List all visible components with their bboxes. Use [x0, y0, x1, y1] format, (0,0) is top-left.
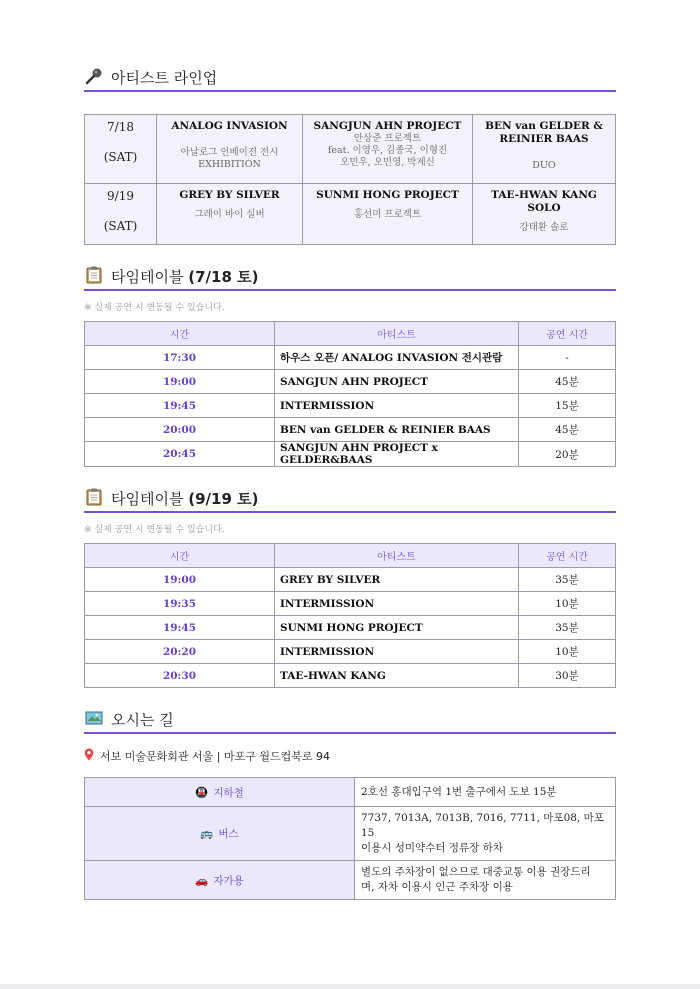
table-row: [85, 778, 616, 807]
directions-table: [84, 777, 616, 900]
table-row: [85, 370, 616, 394]
timetable-title-date: (7/18 토): [188, 267, 259, 286]
bus-icon: 🚌: [200, 828, 214, 840]
table-row: [85, 640, 616, 664]
artist-cell: GREY BY SILVER: [275, 568, 519, 592]
lineup-date-cell: [85, 184, 157, 245]
column-header-duration: 공연 시간: [519, 544, 616, 568]
timetable-note: ※ 실제 공연 시 변동될 수 있습니다.: [84, 525, 225, 535]
transport-desc: 별도의 주차장이 없으므로 대중교통 이용 권장드리: [361, 866, 591, 878]
transport-label: 지하철: [213, 786, 244, 799]
act-name: ANALOG INVASION: [171, 120, 288, 132]
time-cell: 20:20: [85, 640, 275, 664]
duration-cell: 35분: [519, 616, 616, 640]
transport-label-cell: [85, 807, 355, 861]
lineup-act-cell: [157, 115, 303, 184]
artist-cell: SANGJUN AHN PROJECT: [275, 370, 519, 394]
clipboard-icon: [85, 266, 105, 287]
duration-cell: 15분: [519, 394, 616, 418]
time-cell: 20:45: [85, 442, 275, 467]
document-page: [84, 0, 616, 900]
timetable-title-date: (9/19 토): [188, 489, 259, 508]
lineup-act-cell: [157, 184, 303, 245]
act-name: SUNMI HONG PROJECT: [316, 189, 459, 201]
duration-cell: 30분: [519, 664, 616, 688]
time-cell: 19:45: [85, 394, 275, 418]
transport-desc-cell: [355, 807, 616, 861]
time-cell: 17:30: [85, 346, 275, 370]
lineup-row: [85, 115, 616, 184]
location-pin-icon: [84, 748, 94, 764]
act-subtitle: DUO: [532, 160, 556, 171]
table-row: [85, 592, 616, 616]
transport-desc: 며, 자차 이용시 인근 주차장 이용: [361, 881, 513, 893]
artist-cell: 하우스 오픈/ ANALOG INVASION 전시관람: [275, 346, 519, 370]
artist-cell: SUNMI HONG PROJECT: [275, 616, 519, 640]
duration-cell: 35분: [519, 568, 616, 592]
duration-cell: -: [519, 346, 616, 370]
lineup-act-cell: [473, 184, 616, 245]
table-row: [85, 418, 616, 442]
venue-address-line: [84, 748, 616, 764]
act-name: BEN van GELDER & REINIER BAAS: [485, 120, 603, 145]
metro-icon: 🚇: [195, 786, 209, 799]
car-icon: 🚗: [195, 874, 209, 887]
transport-desc: 2호선 홍대입구역 1번 출구에서 도보 15분: [361, 785, 557, 798]
timetable-title-text: 타임테이블: [111, 489, 184, 508]
directions-title: 오시는 길: [111, 710, 174, 729]
venue-address: 서보 미술문화회관 서울 | 마포구 월드컵북로 94: [100, 750, 330, 763]
table-row: [85, 568, 616, 592]
table-row: [85, 346, 616, 370]
act-name: SANGJUN AHN PROJECT: [313, 120, 462, 132]
timetable-heading: [84, 485, 616, 513]
transport-desc-cell: [355, 861, 616, 900]
artist-cell: INTERMISSION: [275, 640, 519, 664]
duration-cell: 10분: [519, 592, 616, 616]
artist-cell: SANGJUN AHN PROJECT x GELDER&BAAS: [275, 442, 519, 467]
column-header-artist: 아티스트: [275, 322, 519, 346]
duration-cell: 20분: [519, 442, 616, 467]
transport-label-cell: [85, 861, 355, 900]
timetable-table: [84, 543, 616, 688]
lineup-act-cell: [473, 115, 616, 184]
lineup-table: [84, 114, 616, 245]
table-row: [85, 616, 616, 640]
timetable-title-text: 타임테이블: [111, 267, 184, 286]
artist-cell: INTERMISSION: [275, 394, 519, 418]
table-row: [85, 394, 616, 418]
lineup-date: 7/18: [107, 120, 134, 134]
act-subtitle: 아날로그 인베이젼 전시: [180, 147, 279, 158]
lineup-date: 9/19: [107, 189, 134, 203]
act-name: GREY BY SILVER: [179, 189, 280, 201]
transport-desc: 7737, 7013A, 7013B, 7016, 7711, 마포08, 마포15: [361, 812, 604, 839]
lineup-title: 아티스트 라인업: [111, 68, 218, 87]
duration-cell: 10분: [519, 640, 616, 664]
duration-cell: 45분: [519, 418, 616, 442]
timetable-heading: [84, 263, 616, 291]
act-name: TAE-HWAN KANG SOLO: [491, 189, 597, 214]
table-row: [85, 807, 616, 861]
directions-heading: [84, 706, 616, 734]
transport-desc-cell: [355, 778, 616, 807]
microphone-icon: [85, 67, 105, 88]
clipboard-icon: [85, 488, 105, 509]
column-header-time: 시간: [85, 322, 275, 346]
column-header-duration: 공연 시간: [519, 322, 616, 346]
act-subtitle: 홍선미 프로젝트: [353, 209, 422, 220]
transport-desc: 이용시 성미약수터 정류장 하차: [361, 842, 503, 854]
artist-cell: BEN van GELDER & REINIER BAAS: [275, 418, 519, 442]
act-subtitle: 오민우, 오민영, 박제신: [340, 157, 435, 168]
column-header-time: 시간: [85, 544, 275, 568]
lineup-row: [85, 184, 616, 245]
time-cell: 19:00: [85, 370, 275, 394]
time-cell: 20:30: [85, 664, 275, 688]
table-header-row: [85, 322, 616, 346]
artist-cell: INTERMISSION: [275, 592, 519, 616]
act-subtitle: feat. 이영우, 김종국, 이형진: [327, 145, 448, 156]
table-row: [85, 664, 616, 688]
timetable-table: [84, 321, 616, 467]
time-cell: 19:35: [85, 592, 275, 616]
timetable-note: ※ 실제 공연 시 변동될 수 있습니다.: [84, 303, 225, 313]
transport-label: 버스: [218, 828, 239, 840]
lineup-heading: [84, 64, 616, 92]
page-bottom-edge: [0, 984, 700, 989]
transport-label: 자가용: [213, 874, 244, 887]
act-subtitle: 강태환 솔로: [519, 222, 569, 233]
time-cell: 19:45: [85, 616, 275, 640]
act-subtitle: 안상준 프로젝트: [353, 133, 422, 144]
transport-label-cell: [85, 778, 355, 807]
table-header-row: [85, 544, 616, 568]
table-row: [85, 861, 616, 900]
act-subtitle: 그레이 바이 실버: [194, 209, 265, 220]
map-icon: [85, 709, 105, 730]
lineup-date-cell: [85, 115, 157, 184]
duration-cell: 45분: [519, 370, 616, 394]
act-subtitle: EXHIBITION: [198, 159, 261, 170]
artist-cell: TAE-HWAN KANG: [275, 664, 519, 688]
lineup-act-cell: [303, 184, 473, 245]
timetable-title: [111, 488, 258, 509]
column-header-artist: 아티스트: [275, 544, 519, 568]
lineup-day: (SAT): [103, 219, 138, 233]
lineup-act-cell: [303, 115, 473, 184]
time-cell: 19:00: [85, 568, 275, 592]
lineup-day: (SAT): [103, 150, 138, 164]
time-cell: 20:00: [85, 418, 275, 442]
table-row: [85, 442, 616, 467]
timetable-title: [111, 266, 258, 287]
